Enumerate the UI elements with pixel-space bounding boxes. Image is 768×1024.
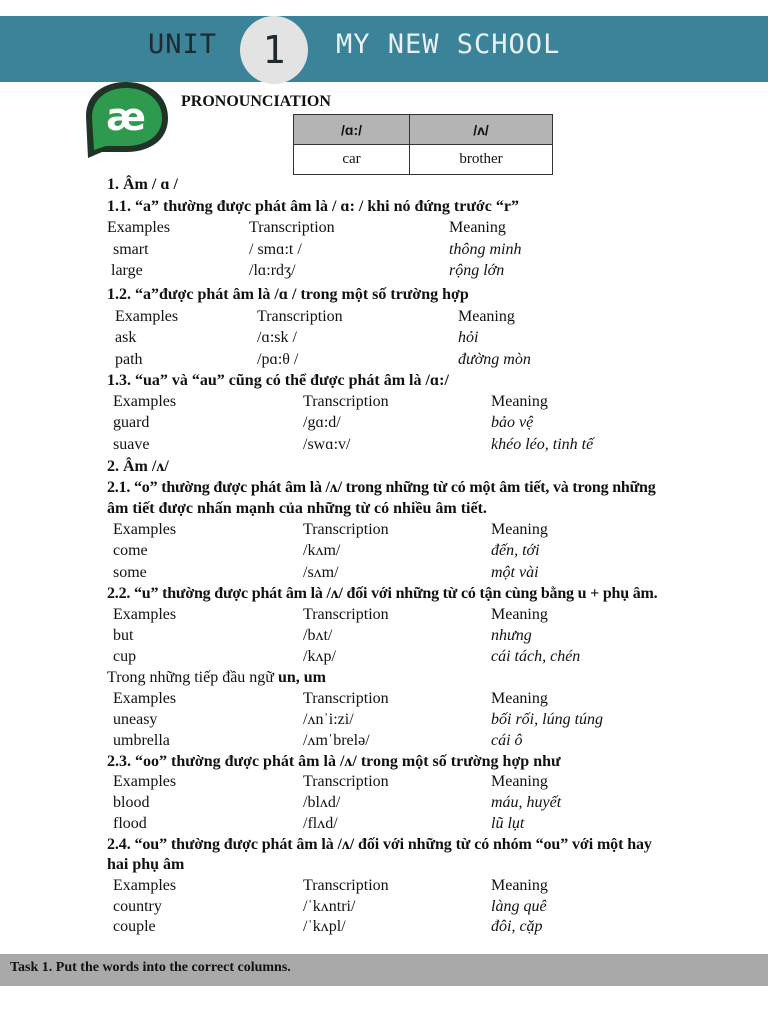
example-meaning: đôi, cặp (491, 918, 543, 935)
sound-example-uh: brother (410, 145, 553, 175)
task-bar (0, 954, 768, 986)
col-header-examples: Examples (113, 393, 177, 410)
example-meaning: đến, tới (491, 542, 540, 559)
example-transcription: /ˈkʌntri/ (303, 898, 356, 915)
col-header-transcription: Transcription (257, 308, 343, 325)
col-header-transcription: Transcription (303, 393, 389, 410)
example-meaning: làng quê (491, 898, 547, 915)
example-meaning: máu, huyết (491, 794, 562, 811)
col-header-transcription: Transcription (303, 606, 389, 623)
example-meaning: rộng lớn (449, 262, 505, 279)
col-header-transcription: Transcription (303, 773, 389, 790)
example-word: country (113, 898, 162, 915)
col-header-meaning: Meaning (491, 877, 548, 894)
col-header-meaning: Meaning (491, 606, 548, 623)
col-header-examples: Examples (113, 877, 177, 894)
example-word: flood (113, 815, 147, 832)
example-transcription: /lɑ:rdʒ/ (249, 262, 296, 279)
example-transcription: /pɑ:θ / (257, 351, 299, 368)
col-header-examples: Examples (113, 773, 177, 790)
example-meaning: khéo léo, tinh tế (491, 436, 594, 453)
example-word: guard (113, 414, 150, 431)
logo-glyph: æ (106, 95, 146, 139)
unit-title: MY NEW SCHOOL (336, 29, 561, 60)
example-meaning: cái ô (491, 732, 523, 749)
col-header-transcription: Transcription (303, 521, 389, 538)
subheading-1-3: 1.3. “ua” và “au” cũng có thể được phát âm là /ɑ:/ (107, 372, 449, 389)
example-meaning: bối rối, lúng túng (491, 711, 604, 728)
example-transcription: /kʌm/ (303, 542, 341, 559)
col-header-meaning: Meaning (491, 393, 548, 410)
example-word: cup (113, 648, 137, 665)
example-meaning: lũ lụt (491, 815, 525, 832)
example-meaning: thông minh (449, 241, 522, 258)
example-transcription: /flʌd/ (303, 815, 338, 832)
example-transcription: /kʌp/ (303, 648, 336, 665)
example-word: ask (115, 329, 137, 346)
example-transcription: /ʌnˈi:zi/ (303, 711, 354, 728)
heading-2: 2. Âm /ʌ/ (107, 458, 169, 475)
sound-header-uh: /ʌ/ (410, 115, 553, 145)
example-transcription: /swɑ:v/ (303, 436, 351, 453)
prefix-note (107, 668, 326, 688)
example-word: smart (113, 241, 149, 258)
col-header-examples: Examples (113, 521, 177, 538)
col-header-meaning: Meaning (491, 773, 548, 790)
subheading-1-2: 1.2. “a”được phát âm là /ɑ / trong một số trường hợp (107, 286, 469, 303)
example-meaning: bảo vệ (491, 414, 534, 431)
example-transcription: /blʌd/ (303, 794, 341, 811)
subheading-2-4: 2.4. “ou” thường được phát âm là /ʌ/ đối với những từ có nhóm “ou” với một hay (107, 836, 652, 853)
example-meaning: cái tách, chén (491, 648, 581, 665)
example-transcription: /ˈkʌpl/ (303, 918, 346, 935)
col-header-transcription: Transcription (303, 877, 389, 894)
subheading-2-1: 2.1. “o” thường được phát âm là /ʌ/ trong những từ có một âm tiết, và trong những (107, 479, 656, 496)
example-transcription: /sʌm/ (303, 564, 339, 581)
section-title: PRONOUNCIATION (181, 93, 331, 110)
example-word: large (111, 262, 143, 279)
example-word: path (115, 351, 143, 368)
example-meaning: nhưng (491, 627, 532, 644)
col-header-meaning: Meaning (449, 219, 506, 236)
example-word: umbrella (113, 732, 170, 749)
subheading-2-4-cont: hai phụ âm (107, 856, 185, 873)
subheading-2-1-cont: âm tiết được nhấn mạnh của những từ có nhiều âm tiết. (107, 500, 487, 517)
unit-word: UNIT (148, 29, 218, 60)
example-word: uneasy (113, 711, 158, 728)
heading-1: 1. Âm / ɑ / (107, 176, 178, 193)
sound-table (293, 114, 553, 175)
prefix-note-bold: un, um (277, 669, 327, 686)
prefix-note-text: Trong những tiếp đầu ngữ (107, 669, 278, 686)
example-word: blood (113, 794, 150, 811)
example-transcription: /ɑ:sk / (257, 329, 297, 346)
example-meaning: đường mòn (458, 351, 531, 368)
subheading-2-3: 2.3. “oo” thường được phát âm là /ʌ/ trong một số trường hợp như (107, 753, 561, 770)
subheading-1-1: 1.1. “a” thường được phát âm là / ɑ: / khi nó đứng trước “r” (107, 198, 519, 215)
example-word: some (113, 564, 147, 581)
col-header-examples: Examples (115, 308, 179, 325)
subheading-2-2: 2.2. “u” thường được phát âm là /ʌ/ đối với những từ có tận cùng bằng u + phụ âm. (107, 585, 658, 602)
example-meaning: một vài (491, 564, 539, 581)
col-header-transcription: Transcription (249, 219, 335, 236)
col-header-transcription: Transcription (303, 690, 389, 707)
example-word: come (113, 542, 148, 559)
col-header-examples: Examples (107, 219, 171, 236)
col-header-meaning: Meaning (491, 690, 548, 707)
unit-number-badge: 1 (240, 16, 308, 84)
sound-example-a: car (294, 145, 410, 175)
sound-header-a: /ɑ:/ (294, 115, 410, 145)
task-instruction: Task 1. Put the words into the correct columns. (10, 960, 291, 975)
example-word: suave (113, 436, 150, 453)
example-meaning: hỏi (458, 329, 479, 346)
col-header-examples: Examples (113, 606, 177, 623)
ae-logo-icon (76, 76, 172, 166)
col-header-meaning: Meaning (458, 308, 515, 325)
example-word: but (113, 627, 134, 644)
example-transcription: /bʌt/ (303, 627, 333, 644)
example-transcription: /gɑ:d/ (303, 414, 341, 431)
example-transcription: /ʌmˈbrelə/ (303, 732, 370, 749)
example-word: couple (113, 918, 156, 935)
col-header-meaning: Meaning (491, 521, 548, 538)
example-transcription: / smɑ:t / (249, 241, 302, 258)
col-header-examples: Examples (113, 690, 177, 707)
